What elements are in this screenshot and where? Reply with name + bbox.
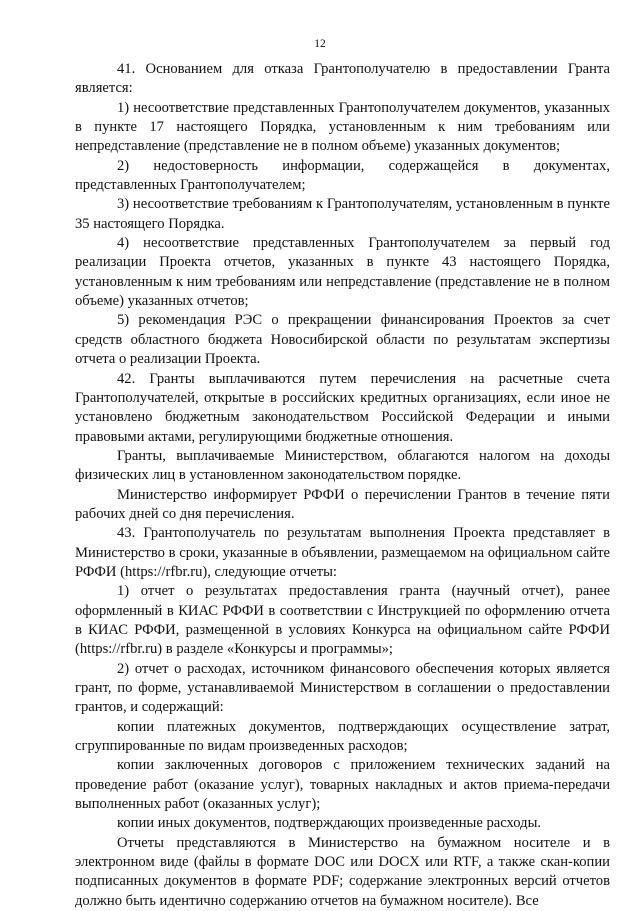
paragraph-41-item-2: 2) недостоверность информации, содержащейся в документах, представленных Грантополучателем; [75, 157, 610, 194]
paragraph-43-item-1: 1) отчет о результатах предоставления гранта (научный отчет), ранее оформленный в КИАС РФФИ в соответствии с Инструкцией по оформлению отчета в КИАС РФФИ, размещенной в условиях Конкурса на официальном сайте РФФИ (https://rfbr.ru) в разделе «Конкурсы и программы»; [75, 583, 610, 658]
paragraph-41-intro: 41. Основанием для отказа Грантополучателю в предоставлении Гранта является: [75, 61, 610, 97]
paragraph-42-tax: Гранты, выплачиваемые Министерством, облагаются налогом на доходы физических лиц в установленном законодательством порядке. [75, 447, 610, 484]
paragraph-43-payment-copies: копии платежных документов, подтверждающих осуществление затрат, сгруппированные по видам произведенных расходов; [75, 718, 610, 755]
paragraph-43-other-copies: копии иных документов, подтверждающих произведенные расходы. [117, 815, 542, 832]
paragraph-41-item-5: 5) рекомендация РЭС о прекращении финансирования Проектов за счет средств областного бюджета Новосибирской области по результатам экспертизы отчета о реализации Проекта. [75, 312, 610, 368]
page-number: 12 [314, 38, 326, 50]
document-body [75, 60, 610, 911]
paragraph-43-submission: Отчеты представляются в Министерство на бумажном носителе и в электронном виде (файлы в формате DOC или DOCX или RTF, а также скан-копии подписанных документов в формате PDF; содержание электронных версий отчетов должно быть идентично содержанию отчетов на бумажном носителе). Все [75, 834, 610, 909]
paragraph-43-contract-copies: копии заключенных договоров с приложением технических заданий на проведение работ (оказание услуг), товарных накладных и актов приема-передачи выполненных работ (оказанных услуг); [75, 757, 610, 813]
paragraph-41-item-4: 4) несоответствие представленных Грантополучателем за первый год реализации Проекта отчетов, указанных в пункте 43 настоящего Порядка, установленным к ним требованиям или непредставление (представление не в полном объеме) указанных отчетов; [75, 235, 610, 310]
paragraph-42: 42. Гранты выплачиваются путем перечисления на расчетные счета Грантополучателей, открытые в российских кредитных организациях, если иное не установлено бюджетным законодательством Российской Федерации и иными правовыми актами, регулирующими бюджетные отношения. [75, 370, 610, 445]
paragraph-41-item-3: 3) несоответствие требованиям к Грантополучателям, установленным в пункте 35 настоящего Порядка. [75, 196, 610, 232]
paragraph-42-notify: Министерство информирует РФФИ о перечислении Грантов в течение пяти рабочих дней со дня перечисления. [75, 486, 610, 522]
paragraph-43-item-2: 2) отчет о расходах, источником финансового обеспечения которых является грант, по форме, устанавливаемой Министерством в соглашении о предоставлении грантов, и содержащий: [75, 660, 610, 716]
paragraph-41-item-1: 1) несоответствие представленных Грантополучателем документов, указанных в пункте 17 настоящего Порядка, установленным к ним требованиям или непредставление (представление не в полном объеме) указанных документов; [75, 99, 610, 155]
paragraph-43-intro: 43. Грантополучатель по результатам выполнения Проекта представляет в Министерство в сроки, указанные в объявлении, размещаемом на официальном сайте РФФИ (https://rfbr.ru), следующие отчеты: [75, 525, 610, 580]
